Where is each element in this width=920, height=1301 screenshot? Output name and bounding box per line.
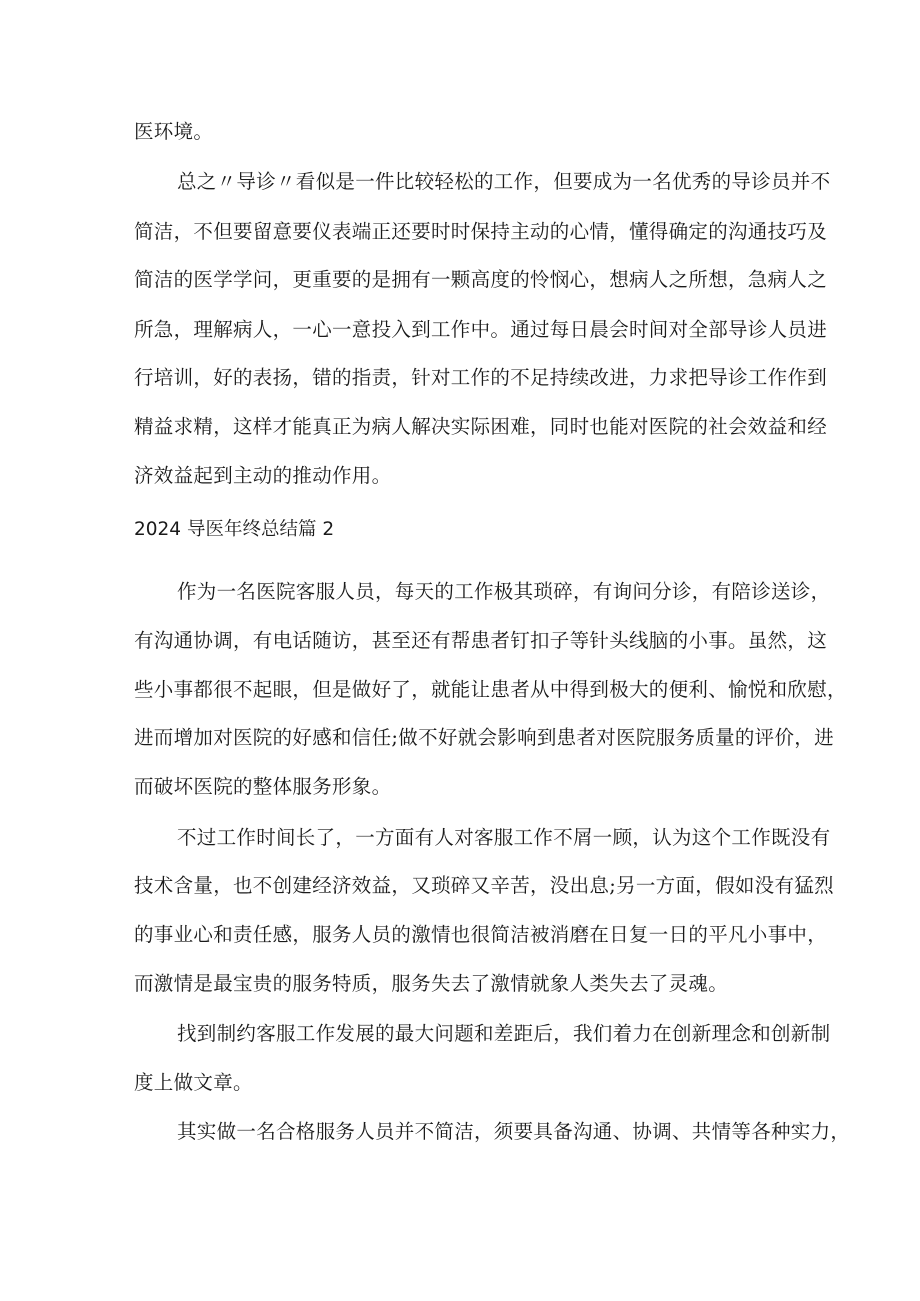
paragraph-line: 精益求精，这样才能真正为病人解决实际困难，同时也能对医院的社会效益和经 xyxy=(134,415,828,438)
paragraph-line: 行培训，好的表扬，错的指责，针对工作的不足持续改进，力求把导诊工作作到 xyxy=(134,366,828,389)
paragraph-line: 所急，理解病人，一心一意投入到工作中。通过每日晨会时间对全部导诊人员进 xyxy=(134,318,828,341)
paragraph-line: 些小事都很不起眼，但是做好了，就能让患者从中得到极大的便利、愉悦和欣慰， xyxy=(134,678,847,701)
paragraph-line: 简洁的医学学问，更重要的是拥有一颗高度的怜悯心，想病人之所想，急病人之 xyxy=(134,268,828,291)
paragraph-line: 而激情是最宝贵的服务特质，服务失去了激情就象人类失去了灵魂。 xyxy=(134,972,729,995)
paragraph-line: 有沟通协调，有电话随访，甚至还有帮患者钉扣子等针头线脑的小事。虽然，这 xyxy=(134,629,828,652)
paragraph-line: 而破坏医院的整体服务形象。 xyxy=(134,775,392,798)
paragraph-line: 进而增加对医院的好感和信任;做不好就会影响到患者对医院服务质量的评价，进 xyxy=(134,726,834,749)
paragraph-line: 度上做文章。 xyxy=(134,1071,253,1094)
paragraph-line: 找到制约客服工作发展的最大问题和差距后，我们着力在创新理念和创新制 xyxy=(177,1022,831,1045)
paragraph-line: 医环境。 xyxy=(134,120,214,143)
paragraph-line: 技术含量，也不创建经济效益，又琐碎又辛苦，没出息;另一方面，假如没有猛烈 xyxy=(134,874,834,897)
section-heading: 2024 导医年终总结篇 2 xyxy=(134,519,335,540)
paragraph-line: 作为一名医院客服人员，每天的工作极其琐碎，有询问分诊，有陪诊送诊， xyxy=(177,580,831,603)
paragraph-line: 的事业心和责任感，服务人员的激情也很简洁被消磨在日复一日的平凡小事中， xyxy=(134,923,828,946)
paragraph-line: 不过工作时间长了，一方面有人对客服工作不屑一顾，认为这个工作既没有 xyxy=(177,826,831,849)
paragraph-line: 济效益起到主动的推动作用。 xyxy=(134,464,392,487)
paragraph-line: 总之〃导诊〃看似是一件比较轻松的工作，但要成为一名优秀的导诊员并不 xyxy=(177,170,831,193)
paragraph-line: 其实做一名合格服务人员并不简洁，须要具备沟通、协调、共情等各种实力， xyxy=(177,1120,851,1143)
paragraph-line: 简洁，不但要留意要仪表端正还要时时保持主动的心情，懂得确定的沟通技巧及 xyxy=(134,220,828,243)
